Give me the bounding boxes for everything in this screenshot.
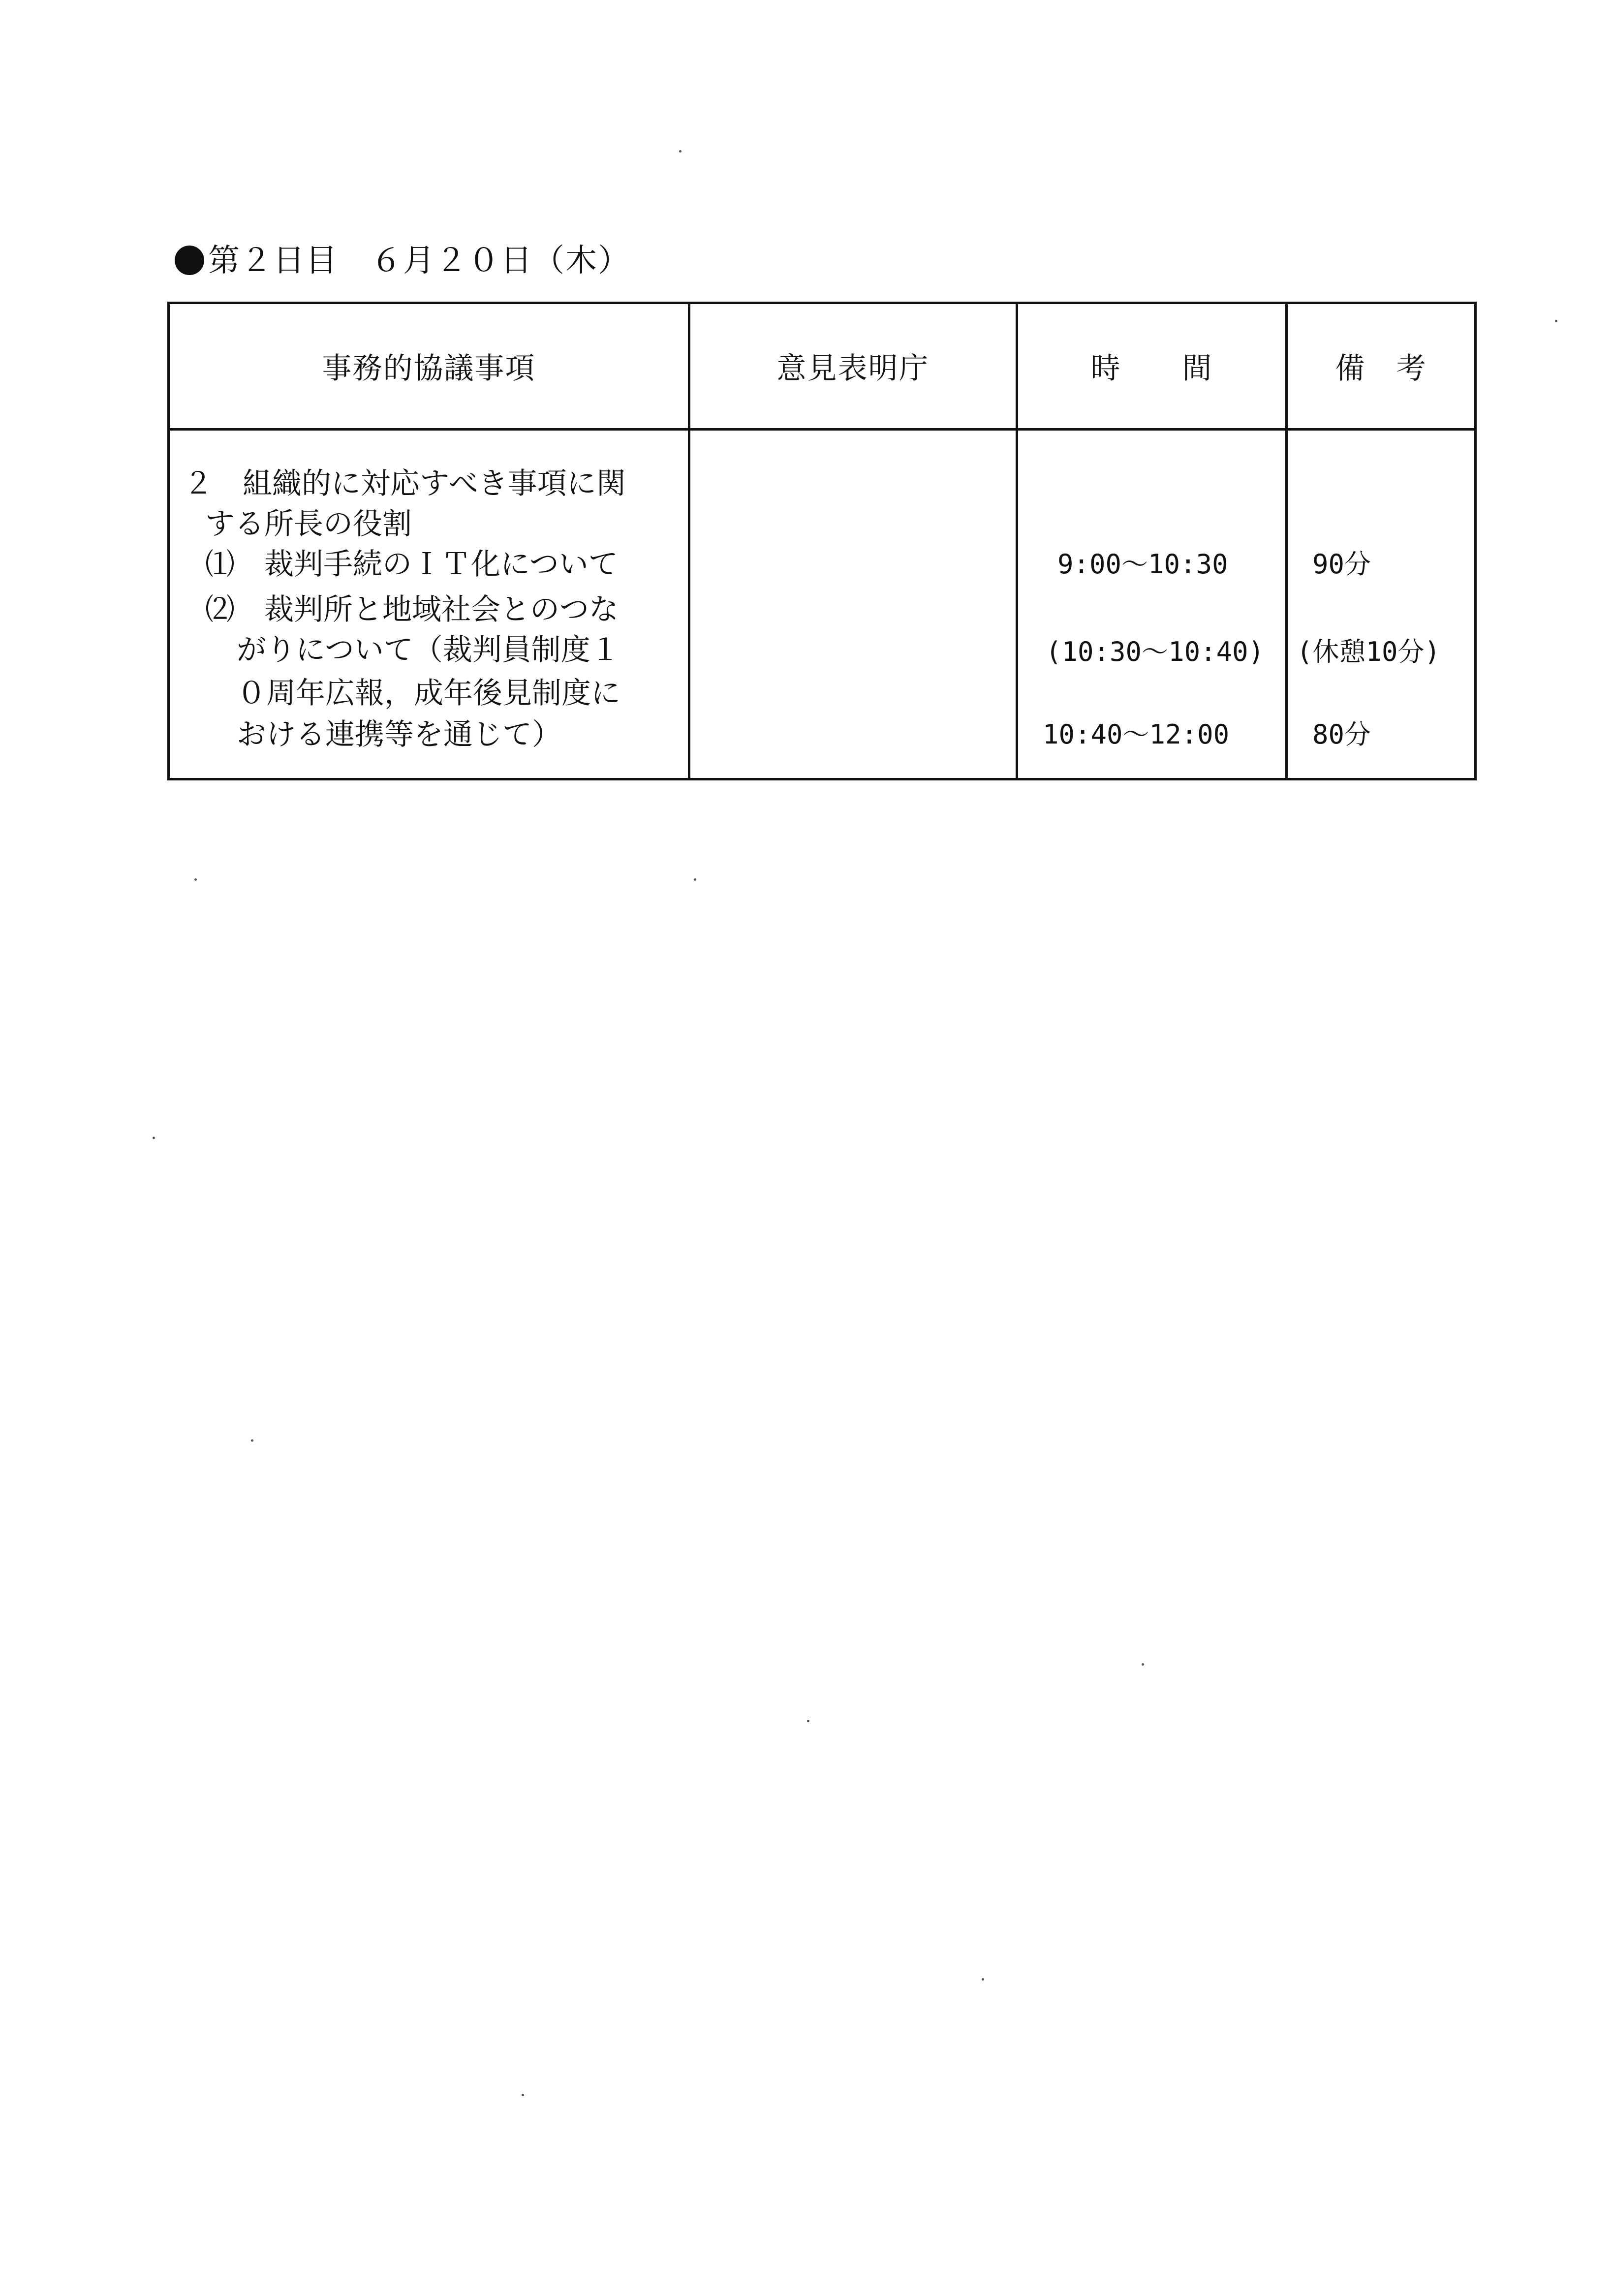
scan-speck [694,878,696,881]
agency-cell [689,430,1017,779]
scan-speck [153,1137,155,1139]
scan-speck [679,150,682,153]
remark-text: (休憩10分) [1297,636,1441,667]
bullet-icon [175,246,204,275]
header-remarks: 備 考 [1287,303,1476,430]
scan-speck [251,1439,253,1442]
topic-line: ２ 組織的に対応すべき事項に関 [184,466,626,501]
page-heading [175,239,630,283]
scan-speck [194,878,197,881]
time-slot: 9:00〜10:30 [1057,549,1228,580]
scan-speck [1555,320,1557,322]
scan-speck [1142,1663,1144,1666]
topic-line: おける連携等を通じて） [237,717,561,752]
topic-cell [169,430,689,779]
table-row [169,430,1476,779]
remark-text: 90分 [1312,549,1371,580]
scan-speck [522,2094,524,2096]
scan-speck [807,1720,809,1722]
topic-line: する所長の役割 [205,507,412,541]
scan-speck [982,1978,984,1981]
time-cell [1017,430,1287,779]
time-slot: (10:30〜10:40) [1046,636,1265,667]
topic-line: ０周年広報，成年後見制度に [237,676,620,711]
header-agency: 意見表明庁 [689,303,1017,430]
header-topic: 事務的協議事項 [169,303,689,430]
header-time: 時 間 [1017,303,1287,430]
topic-line: がりについて（裁判員制度１ [237,633,620,667]
topic-line: ⑴ 裁判手続のＩＴ化について [205,547,618,582]
time-slot: 10:40〜12:00 [1043,719,1230,750]
heading-text: 第２日目 ６月２０日（木） [208,243,630,279]
topic-line: ⑵ 裁判所と地域社会とのつな [205,592,619,627]
table-header-row [169,303,1476,430]
remark-text: 80分 [1312,719,1371,750]
schedule-table [167,302,1477,780]
remarks-cell [1287,430,1476,779]
